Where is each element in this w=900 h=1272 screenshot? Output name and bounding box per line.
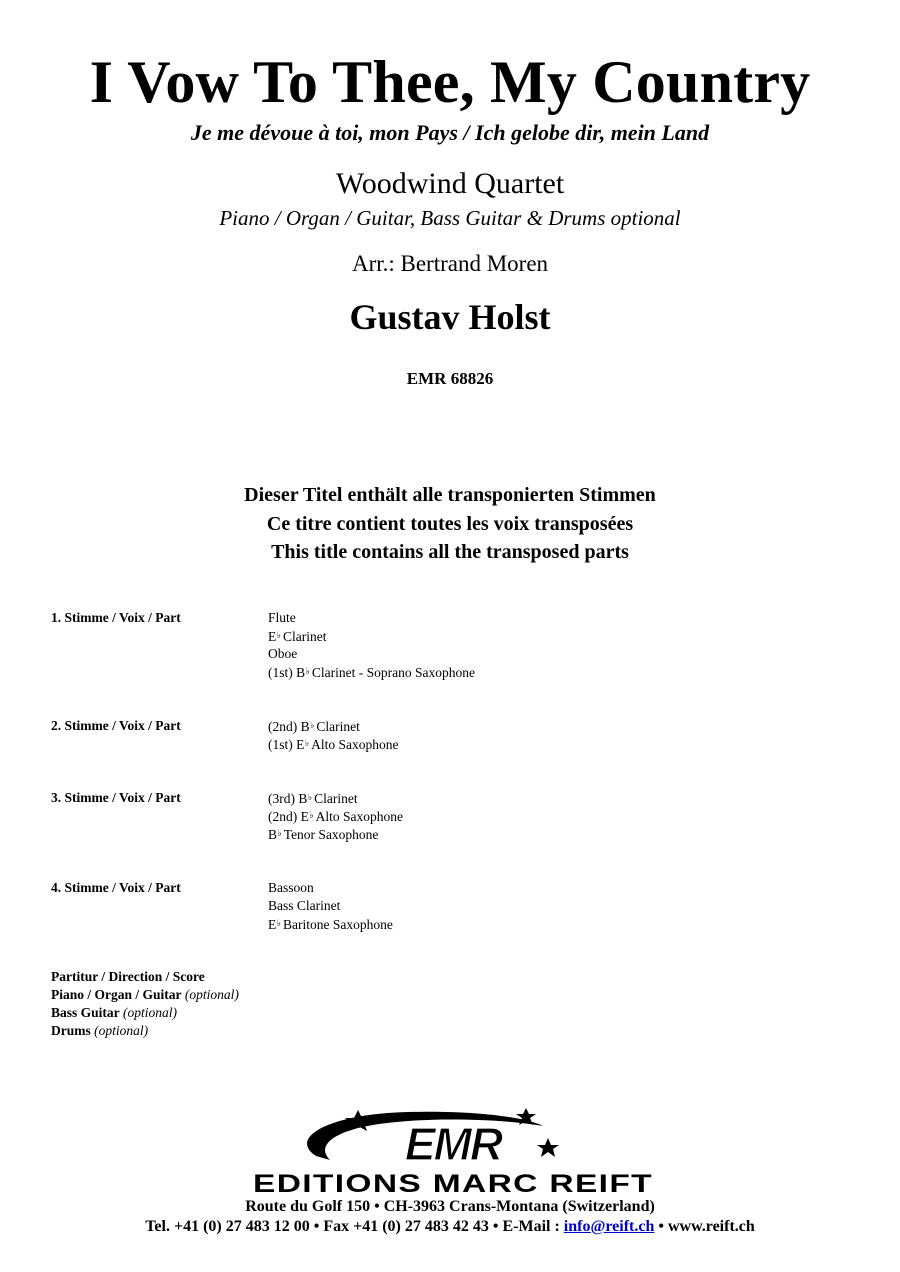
extra-item bbox=[51, 986, 239, 1004]
publisher-logo bbox=[248, 1104, 658, 1200]
instrument-name: Clarinet - Soprano Saxophone bbox=[311, 665, 475, 680]
arranger-credit: Arr.: Bertrand Moren bbox=[351, 251, 549, 276]
flat-icon: ♭ bbox=[305, 667, 310, 677]
extra-item-name: Piano / Organ / Guitar bbox=[51, 987, 182, 1002]
instrument-item bbox=[268, 789, 403, 807]
optional-instruments-note: Piano / Organ / Guitar, Bass Guitar & Drums optional bbox=[219, 206, 681, 230]
flat-icon: ♭ bbox=[304, 739, 310, 749]
score-extras-list bbox=[51, 968, 239, 1040]
instrument-name: Oboe bbox=[268, 646, 298, 661]
notice-line-english: This title contains all the transposed parts bbox=[271, 541, 629, 563]
instrument-name: Tenor Saxophone bbox=[283, 827, 379, 842]
flat-icon: ♭ bbox=[307, 793, 313, 803]
instrument-name: Alto Saxophone bbox=[315, 809, 403, 824]
instrument-list bbox=[268, 609, 475, 681]
instrument-name: Clarinet bbox=[316, 719, 360, 734]
instrument-prefix: (2nd) bbox=[268, 719, 301, 734]
instrument-name: Alto Saxophone bbox=[311, 737, 399, 752]
logo-star-right-bottom bbox=[537, 1138, 559, 1157]
instrument-name: Clarinet bbox=[314, 791, 358, 806]
extra-item-note: (optional) bbox=[184, 987, 239, 1002]
instrument-key: B bbox=[298, 791, 308, 806]
instrument-key: B bbox=[300, 719, 310, 734]
instrument-list bbox=[268, 879, 393, 933]
transposed-parts-notice bbox=[0, 481, 900, 567]
part-label: 1. Stimme / Voix / Part bbox=[51, 610, 181, 625]
catalog-number: EMR 68826 bbox=[406, 369, 494, 388]
notice-line-german: Dieser Titel enthält alle transponierten Stimmen bbox=[244, 484, 656, 506]
extra-item bbox=[51, 968, 239, 986]
instrument-list bbox=[268, 789, 403, 843]
instrument-item bbox=[268, 735, 399, 753]
instrument-item bbox=[268, 663, 475, 681]
instrument-item bbox=[268, 645, 475, 663]
extra-item bbox=[51, 1022, 239, 1040]
flat-icon: ♭ bbox=[276, 919, 281, 929]
instrument-name: Bass Clarinet bbox=[268, 898, 341, 913]
instrument-item bbox=[268, 807, 403, 825]
part-label: 4. Stimme / Voix / Part bbox=[51, 880, 181, 895]
contact-phone-fax: Tel. +41 (0) 27 483 12 00 • Fax +41 (0) 27 483 42 43 • E-Mail : bbox=[145, 1218, 564, 1235]
instrument-key: B bbox=[296, 665, 306, 680]
instrument-name: Baritone Saxophone bbox=[283, 917, 393, 932]
instrument-name: Bassoon bbox=[268, 880, 314, 895]
instrument-prefix: (1st) bbox=[268, 737, 297, 752]
logo-publisher-name: EDITIONS MARC REIFT bbox=[253, 1170, 653, 1198]
email-link[interactable]: info@reift.ch bbox=[563, 1218, 655, 1235]
instrument-item bbox=[268, 897, 393, 915]
extra-item-name: Partitur / Direction / Score bbox=[51, 969, 205, 984]
instrument-item bbox=[268, 915, 393, 933]
part-label: 2. Stimme / Voix / Part bbox=[51, 718, 181, 733]
instrument-key: E bbox=[300, 809, 309, 824]
instrument-prefix: (3rd) bbox=[268, 791, 299, 806]
composer-name: Gustav Holst bbox=[349, 297, 551, 337]
instrument-key: B bbox=[268, 827, 278, 842]
instrument-item bbox=[268, 627, 475, 645]
instrument-prefix: (1st) bbox=[268, 665, 297, 680]
part-label: 3. Stimme / Voix / Part bbox=[51, 790, 181, 805]
extra-item-note: (optional) bbox=[123, 1005, 178, 1020]
extra-item bbox=[51, 1004, 239, 1022]
instrument-list bbox=[268, 717, 399, 753]
instrument-prefix: (2nd) bbox=[268, 809, 301, 824]
page-title: I Vow To Thee, My Country bbox=[89, 49, 811, 115]
extra-item-note: (optional) bbox=[94, 1023, 149, 1038]
flat-icon: ♭ bbox=[276, 631, 281, 641]
extra-item-name: Drums bbox=[51, 1023, 91, 1038]
instrument-name: Flute bbox=[268, 610, 296, 625]
instrument-item bbox=[268, 825, 403, 843]
instrument-item bbox=[268, 609, 475, 627]
contact-website: • www.reift.ch bbox=[654, 1218, 755, 1235]
subtitle: Je me dévoue à toi, mon Pays / Ich gelobe dir, mein Land bbox=[190, 120, 710, 145]
publisher-contact bbox=[0, 1216, 900, 1238]
publisher-address: Route du Golf 150 • CH-3963 Crans-Montana (Switzerland) bbox=[245, 1198, 655, 1215]
flat-icon: ♭ bbox=[309, 811, 314, 821]
logo-emr-letters: EMR bbox=[404, 1118, 502, 1170]
instrument-item bbox=[268, 879, 393, 897]
instrument-key: E bbox=[268, 629, 277, 644]
ensemble-label: Woodwind Quartet bbox=[335, 167, 565, 200]
instrument-name: Clarinet bbox=[283, 629, 327, 644]
instrument-item bbox=[268, 717, 399, 735]
flat-icon: ♭ bbox=[277, 829, 282, 839]
instrument-key: E bbox=[296, 737, 305, 752]
extra-item-name: Bass Guitar bbox=[51, 1005, 120, 1020]
flat-icon: ♭ bbox=[310, 721, 315, 731]
notice-line-french: Ce titre contient toutes les voix transposées bbox=[266, 512, 634, 535]
instrument-key: E bbox=[268, 917, 277, 932]
